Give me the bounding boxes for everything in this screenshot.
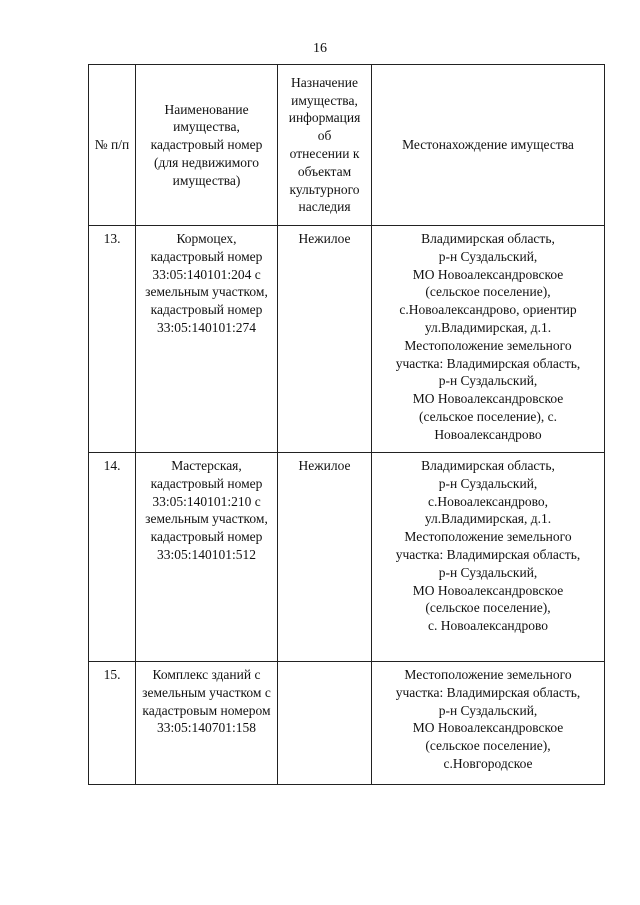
cell-line: МО Новоалександровское xyxy=(412,391,564,407)
table-header-row xyxy=(89,65,605,226)
row-purpose xyxy=(278,662,372,785)
cell-line: земельным участком, xyxy=(145,511,268,527)
row-location xyxy=(372,453,605,662)
row-purpose: Нежилое xyxy=(278,453,372,662)
cell-line: Местоположение земельного xyxy=(404,529,572,545)
cell-line: МО Новоалександровское xyxy=(412,720,564,736)
cell-line: р-н Суздальский, xyxy=(438,373,538,389)
table-row xyxy=(89,226,605,453)
header-line: (для недвижимого xyxy=(154,154,259,170)
cell-line: ул.Владимирская, д.1. xyxy=(424,511,552,527)
header-line: наследия xyxy=(298,199,351,215)
header-line: объектам xyxy=(297,163,352,179)
header-line: кадастровый номер xyxy=(150,137,263,153)
cell-line: земельным участком, xyxy=(145,284,268,300)
row-purpose: Нежилое xyxy=(278,226,372,453)
cell-line: кадастровый номер xyxy=(150,529,263,545)
header-line: имущества, xyxy=(291,92,358,108)
row-number: 14. xyxy=(89,453,136,662)
cell-line: Местоположение земельного xyxy=(404,337,572,353)
cell-line: 33:05:140101:210 с xyxy=(152,493,261,509)
header-line: отнесении к xyxy=(289,146,360,161)
header-location: Местонахождение имущества xyxy=(372,65,605,226)
cell-line: с.Новгородское xyxy=(443,755,533,771)
row-number: 13. xyxy=(89,226,136,453)
header-line: имущества) xyxy=(172,172,241,188)
cell-line: участка: Владимирская область, xyxy=(395,684,581,700)
cell-line: (сельское поселение), xyxy=(425,600,551,616)
cell-line: р-н Суздальский, xyxy=(438,702,538,718)
header-line: информация xyxy=(288,110,361,126)
cell-line: МО Новоалександровское xyxy=(412,266,564,282)
table-row xyxy=(89,453,605,662)
cell-line: с.Новоалександрово, ориентир xyxy=(399,302,577,318)
header-line: об xyxy=(317,128,332,144)
row-name xyxy=(136,226,278,453)
cell-line: Владимирская область, xyxy=(421,231,555,246)
cell-line: земельным участком с xyxy=(142,684,271,700)
cell-line: 33:05:140101:512 xyxy=(157,546,257,562)
cell-line: (сельское поселение), с. xyxy=(419,408,557,424)
row-name xyxy=(136,662,278,785)
cell-line: кадастровым номером xyxy=(142,702,271,718)
cell-line: Комплекс зданий с xyxy=(152,667,261,682)
cell-line: кадастровый номер xyxy=(150,248,263,264)
cell-line: р-н Суздальский, xyxy=(438,248,538,264)
cell-line: ул.Владимирская, д.1. xyxy=(424,319,552,335)
cell-line: Мастерская, xyxy=(171,458,242,473)
cell-line: Местоположение земельного xyxy=(404,667,572,682)
row-location xyxy=(372,226,605,453)
header-line: культурного xyxy=(289,181,360,197)
page-number: 16 xyxy=(313,41,327,56)
cell-line: (сельское поселение), xyxy=(425,284,551,300)
cell-line: Владимирская область, xyxy=(421,458,555,473)
header-line: Наименование xyxy=(164,101,249,117)
header-line: имущества, xyxy=(173,119,240,135)
cell-line: участка: Владимирская область, xyxy=(395,546,581,562)
cell-line: 33:05:140101:204 с xyxy=(152,266,261,282)
cell-line: с.Новоалександрово, xyxy=(427,493,549,509)
row-number: 15. xyxy=(89,662,136,785)
cell-line: с. Новоалександрово xyxy=(427,618,549,634)
cell-line: р-н Суздальский, xyxy=(438,564,538,580)
header-name xyxy=(136,65,278,226)
row-name xyxy=(136,453,278,662)
cell-line: 33:05:140101:274 xyxy=(157,319,257,335)
cell-line: МО Новоалександровское xyxy=(412,582,564,598)
header-line: Назначение xyxy=(291,74,358,90)
table-row xyxy=(89,662,605,785)
cell-line: 33:05:140701:158 xyxy=(157,720,257,736)
row-location xyxy=(372,662,605,785)
cell-line: Новоалександрово xyxy=(434,426,542,442)
cell-line: кадастровый номер xyxy=(150,475,263,491)
property-table xyxy=(88,64,605,785)
cell-line: р-н Суздальский, xyxy=(438,475,538,491)
cell-line: Кормоцех, xyxy=(176,231,237,246)
cell-line: участка: Владимирская область, xyxy=(395,355,581,371)
header-number: № п/п xyxy=(89,65,136,226)
cell-line: кадастровый номер xyxy=(150,302,263,318)
cell-line: (сельское поселение), xyxy=(425,738,551,754)
header-purpose xyxy=(278,65,372,226)
